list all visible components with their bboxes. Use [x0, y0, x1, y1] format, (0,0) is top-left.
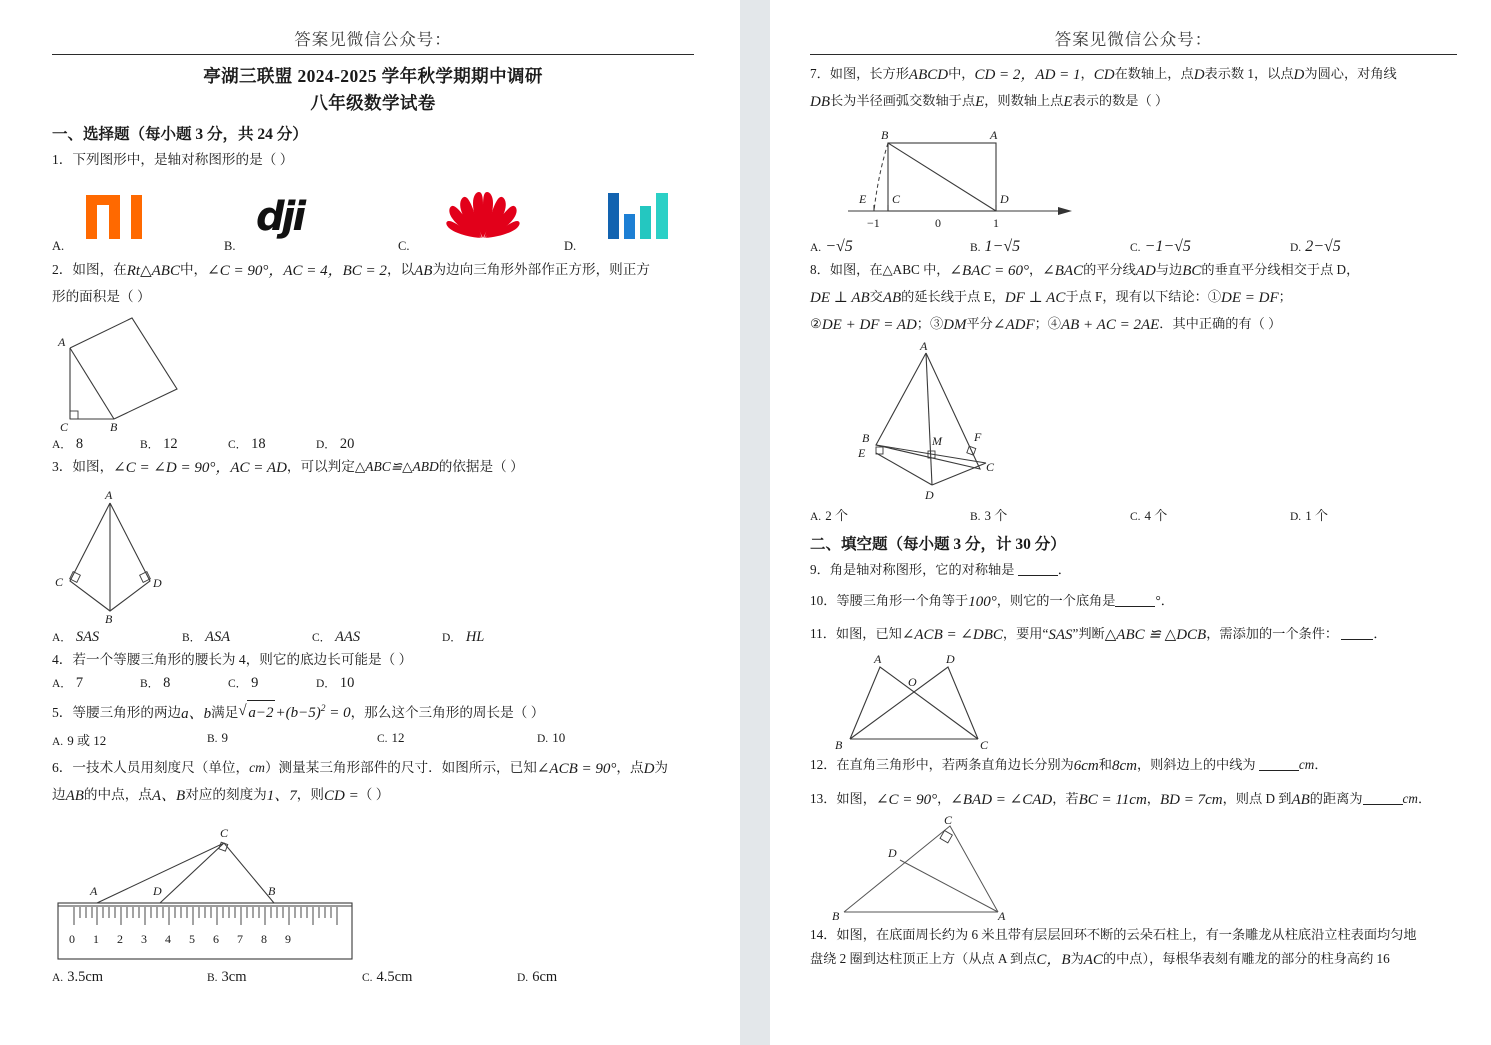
label-A: A	[874, 652, 882, 667]
q4-opt-d-value: 10	[339, 674, 355, 691]
q13-m1: ∠C = 90°	[875, 791, 938, 808]
ruler-tick-5: 5	[189, 931, 195, 946]
q7-opt-d-label: D.	[1290, 241, 1302, 254]
question-6-text-cont	[52, 784, 694, 808]
q4-opt-a-value: 7	[75, 674, 84, 691]
q7-t8: ，则数轴上点	[984, 93, 1064, 109]
q6-m6: 1、7	[266, 788, 297, 805]
q5-opt-a-value: 9 或 12	[67, 732, 107, 748]
q8-opt-a-label: A.	[810, 511, 822, 524]
q7-opt-b-value: 1−√5	[984, 237, 1021, 255]
q6-opt-b-value: 3cm	[221, 968, 247, 985]
question-8-options	[810, 505, 1457, 524]
question-13-text	[810, 788, 1457, 812]
q7-t3: ，	[1080, 66, 1094, 81]
q6-m5: A、B	[151, 788, 186, 805]
q13-m6: cm	[1402, 790, 1418, 806]
q13-t3: ，若	[1052, 790, 1079, 806]
q6-opt-a-value: 3.5cm	[67, 968, 104, 985]
question-11-figure	[830, 651, 1130, 751]
label-A: A	[90, 883, 98, 898]
q7-t9: 表示的数是（ ）	[1072, 93, 1169, 109]
q3-opt-a-value: SAS	[75, 628, 100, 645]
section-fill-heading: 二、填空题（每小题 3 分，计 30 分）	[810, 536, 1066, 554]
q6-m3: D	[643, 760, 655, 777]
q2-m3: AB	[414, 263, 433, 280]
huawei-logo	[442, 191, 524, 239]
q8-m6: AB	[882, 289, 902, 306]
label-C: C	[892, 191, 901, 206]
question-9-text	[810, 559, 1457, 580]
q4-opt-d-label: D．	[316, 677, 336, 690]
q7-m2: CD = 2，AD = 1	[974, 67, 1081, 83]
q6-t9: （ ）	[358, 787, 390, 803]
label-D: D	[925, 488, 934, 502]
question-3-text	[52, 456, 694, 480]
q6-opt-d-value: 6cm	[532, 968, 558, 985]
q8-m1: ∠BAC = 60°	[949, 262, 1029, 279]
q7-opt-a-label: A.	[810, 241, 822, 254]
q7-m6: DB	[810, 94, 830, 111]
label-D: D	[946, 652, 955, 667]
q11-t3: ”判断	[1072, 626, 1105, 642]
q13-m5: AB	[1291, 791, 1310, 808]
q3-opt-d-value: HL	[465, 628, 485, 645]
q6-t3: ，点	[616, 759, 644, 775]
q5-t3: ，那么这个三角形的周长是（ ）	[350, 704, 545, 720]
q10-t1: 10．等腰三角形一个角等于	[810, 592, 969, 608]
q5-opt-c-label: C.	[377, 732, 388, 745]
option-d-cell	[564, 193, 684, 254]
q8-opt-d-label: D.	[1290, 511, 1302, 524]
q6-t1: 6．一技术人员用刻度尺（单位，	[52, 759, 250, 775]
question-14-text: 14．如图，在底面周长约为 6 米且带有层层回环不断的云朵石柱上，有一条雕龙从柱底沿立柱表面均匀地	[810, 927, 1417, 943]
q14-m1: C，B	[1036, 952, 1071, 969]
q6-t5: 边	[52, 787, 66, 803]
question-8-text-cont2	[810, 313, 1457, 337]
label-E: E	[858, 446, 866, 461]
ruler-tick-2: 2	[117, 931, 123, 946]
q2-opt-a-label: A．	[52, 439, 72, 452]
q7-t4: 在数轴上，点	[1114, 66, 1194, 81]
q6-m2: ∠ACB = 90°	[536, 760, 617, 777]
q14-t4: 的中点），每根华表刻有雕龙的部分的柱身高约 16	[1102, 951, 1390, 967]
label-B: B	[832, 909, 840, 922]
q3-opt-b-value: ASA	[205, 628, 231, 645]
ruler-tick-8: 8	[261, 931, 267, 946]
label-B: B	[881, 127, 889, 142]
label-A: A	[998, 909, 1006, 922]
q10-t3: °．	[1155, 592, 1174, 608]
q6-opt-c-value: 4.5cm	[376, 968, 413, 985]
question-6-options	[52, 969, 694, 986]
ruler-tick-4: 4	[165, 931, 171, 946]
q13-t1: 13．如图，	[810, 790, 876, 806]
q8-m3: AD	[1135, 262, 1156, 279]
q13-t4: ，	[1146, 790, 1160, 806]
q7-t2: 中，	[948, 66, 975, 81]
option-c-cell	[398, 191, 564, 254]
bar-chart-logo	[608, 193, 670, 239]
label-A: A	[105, 487, 113, 502]
q12-answer-blank[interactable]	[1259, 758, 1299, 772]
q11-m3: △ABC ≌ △DCB	[1104, 627, 1207, 644]
q11-t1: 11．如图，已知	[810, 626, 902, 642]
q12-m2: 8cm	[1111, 758, 1137, 775]
q11-t5: ．	[1373, 626, 1387, 642]
label-D: D	[1000, 191, 1009, 206]
ruler-tick-0: 0	[69, 931, 75, 946]
q8-opt-b-label: B.	[970, 511, 981, 524]
q7-m3: CD	[1093, 67, 1115, 83]
label-B: B	[110, 420, 118, 433]
question-6-figure-ruler	[52, 815, 382, 965]
q13-t7: ．	[1417, 790, 1432, 806]
q8-m10: DM	[943, 317, 967, 334]
watermark-header-right: 答案见微信公众号：	[1054, 30, 1213, 49]
q6-t2: ）测量某三角形部件的尺寸．如图所示，已知	[264, 759, 537, 775]
question-7-figure	[840, 119, 1100, 234]
label-D: D	[153, 883, 162, 898]
axis-tick-0: 0	[935, 215, 941, 230]
question-8-figure	[854, 341, 1154, 501]
q5-opt-d-label: D.	[537, 732, 549, 745]
q8-t7: 的延长线于点 E，	[901, 288, 1005, 304]
q7-t6: 为圆心，对角线	[1304, 66, 1397, 81]
q6-opt-b-label: B.	[207, 971, 218, 984]
q7-m8: E	[1063, 94, 1073, 111]
axis-tick-minus1: −1	[867, 215, 880, 230]
option-c-label: C.	[398, 239, 410, 254]
q5-opt-c-value: 12	[391, 729, 405, 745]
q3-opt-b-label: B．	[182, 631, 202, 644]
question-3-options	[52, 629, 694, 646]
option-b-cell	[224, 194, 398, 254]
question-11-text	[810, 623, 1457, 647]
q2-opt-b-label: B．	[140, 439, 160, 452]
q11-answer-blank[interactable]	[1341, 627, 1373, 641]
label-B: B	[862, 431, 870, 446]
q6-m1: cm	[249, 759, 265, 775]
q8-t1: 8．如图，在△ABC 中，	[810, 261, 950, 277]
q7-m5: D	[1293, 67, 1305, 83]
label-C: C	[944, 816, 953, 828]
q8-t4: 与边	[1155, 261, 1183, 277]
q12-m1: 6cm	[1073, 758, 1099, 775]
q6-m4: AB	[65, 788, 84, 805]
label-B: B	[268, 883, 276, 898]
q10-m1: 100°	[968, 593, 997, 610]
q2-opt-d-label: D．	[316, 439, 336, 452]
label-A: A	[990, 127, 998, 142]
option-a-cell	[52, 195, 224, 254]
q8-t9: ；	[1278, 288, 1292, 304]
exam-title-line1: 亭湖三联盟 2024-2025 学年秋学期期中调研	[203, 66, 543, 86]
q14-t2: 盘绕 2 圈到达柱顶正上方（从点 A 到点	[810, 951, 1037, 967]
page-left	[0, 0, 740, 1045]
watermark-header-left: 答案见微信公众号：	[294, 30, 452, 49]
q8-m4: BC	[1182, 262, 1202, 279]
label-A: A	[58, 335, 66, 350]
q4-opt-c-label: C．	[228, 677, 248, 690]
question-4-options	[52, 675, 694, 692]
label-F: F	[974, 430, 982, 445]
label-E: E	[859, 191, 867, 206]
q2-opt-c-label: C．	[228, 439, 248, 452]
q7-opt-a-value: −√5	[825, 237, 853, 255]
question-4-text: 4．若一个等腰三角形的腰长为 4，则它的底边长可能是（ ）	[52, 651, 413, 667]
label-D: D	[153, 575, 162, 590]
q10-t2: ，则它的一个底角是	[996, 592, 1116, 608]
question-2-text	[52, 259, 694, 283]
q8-m12: AB + AC = 2AE	[1060, 317, 1160, 334]
q2-opt-b-value: 12	[163, 436, 178, 453]
q6-opt-c-label: C.	[362, 971, 373, 984]
header-divider-right	[810, 54, 1457, 55]
q3-m1: ∠C = ∠D = 90°，AC = AD	[113, 460, 287, 477]
q11-m1: ∠ACB = ∠DBC	[901, 627, 1003, 644]
label-C: C	[55, 574, 64, 589]
q13-m2: ∠BAD = ∠CAD	[950, 791, 1053, 808]
q11-t2: ，要用“	[1002, 626, 1049, 642]
q7-opt-c-label: C.	[1130, 241, 1141, 254]
q4-opt-b-label: B．	[140, 677, 160, 690]
q6-t6: 的中点，点	[83, 787, 152, 803]
page-right	[770, 0, 1491, 1045]
q8-opt-a-value: 2 个	[825, 508, 848, 524]
q5-m1: a、b	[181, 705, 212, 722]
q7-opt-b-label: B.	[970, 241, 981, 254]
q4-opt-a-label: A．	[52, 677, 72, 690]
q8-opt-b-value: 3 个	[984, 508, 1008, 524]
q7-m7: E	[975, 94, 985, 111]
q6-t4: 为	[654, 759, 668, 775]
q13-t6: 的距离为	[1309, 790, 1363, 806]
q3-m2: △ABC≌△ABD	[354, 459, 439, 475]
q12-t2: 和	[1098, 757, 1112, 773]
q2-opt-d-value: 20	[339, 436, 355, 453]
q2-m2: ∠C = 90°，AC = 4，BC = 2	[207, 263, 387, 280]
q6-m7: CD =	[323, 788, 359, 805]
q8-t5: 的垂直平分线相交于点 D，	[1201, 261, 1360, 277]
q3-opt-c-value: AAS	[335, 628, 361, 645]
q4-opt-c-value: 9	[251, 674, 259, 691]
q5-t2: 满足	[211, 704, 239, 720]
q3-opt-c-label: C．	[312, 631, 332, 644]
q12-m3: cm	[1298, 757, 1315, 773]
dji-logo: dji	[256, 194, 304, 241]
q10-answer-blank[interactable]	[1115, 593, 1155, 607]
label-C: C	[220, 825, 229, 840]
q11-t4: ，需添加的一个条件：	[1206, 626, 1339, 642]
q2-t3: ，以	[386, 262, 415, 278]
q7-opt-c-value: −1−√5	[1144, 237, 1191, 255]
question-12-text	[810, 754, 1457, 778]
q2-t4: 为边向三角形外部作正方形，则正方	[432, 262, 650, 278]
q8-m9: DE + DF = AD	[821, 317, 917, 334]
q13-answer-blank[interactable]	[1363, 791, 1403, 805]
question-1-text: 1．下列图形中，是轴对称图形的是（ ）	[52, 152, 294, 167]
q3-t1: 3．如图，	[52, 459, 114, 475]
q6-opt-d-label: D.	[517, 971, 529, 984]
question-1-options	[52, 177, 694, 254]
question-8-text	[810, 259, 1457, 283]
section-choice-heading: 一、选择题（每小题 3 分，共 24 分）	[52, 126, 308, 143]
q11-m2: SAS	[1048, 627, 1073, 644]
q4-opt-b-value: 8	[163, 674, 171, 691]
q8-c6: ．其中正确的有（ ）	[1159, 316, 1282, 332]
q13-t5: ，则点 D 到	[1222, 790, 1292, 806]
q2-t2: 中，	[179, 262, 208, 278]
label-B: B	[105, 611, 113, 625]
q8-c3: ；③	[916, 316, 944, 332]
q9-t1: 9．角是轴对称图形，它的对称轴是	[810, 562, 1015, 578]
q2-opt-a-value: 8	[75, 436, 84, 453]
q8-opt-c-value: 4 个	[1144, 508, 1168, 524]
q6-opt-a-label: A.	[52, 971, 64, 984]
q8-c5: ；④	[1034, 316, 1061, 332]
q7-opt-d-value: 2−√5	[1305, 237, 1341, 255]
header-divider-left	[52, 54, 694, 55]
q8-m7: DF ⊥ AC	[1004, 289, 1066, 306]
q6-t8: ，则	[296, 787, 324, 803]
question-2-text-cont: 形的面积是（ ）	[52, 289, 151, 305]
q5-opt-d-value: 10	[552, 729, 566, 745]
option-b-label: B.	[224, 239, 236, 254]
q7-t1: 7．如图，长方形	[810, 66, 909, 81]
q5-t1: 5．等腰三角形的两边	[52, 704, 182, 720]
exam-title-line2: 八年级数学试卷	[310, 93, 436, 113]
q5-m2: √ $a-2 +(b-5)^2 = 0$	[238, 705, 350, 721]
ruler-tick-6: 6	[213, 931, 219, 946]
ruler-tick-9: 9	[285, 931, 291, 946]
q8-m11: ∠ADF	[992, 317, 1035, 334]
q3-t2: ，可以判定	[286, 459, 355, 475]
question-2-figure	[52, 312, 252, 432]
xiaomi-logo	[86, 195, 142, 239]
label-D: D	[888, 846, 897, 861]
q13-m4: BD = 7cm	[1159, 791, 1223, 808]
q7-t7: 长为半径画弧交数轴于点	[830, 93, 976, 109]
label-C: C	[980, 738, 989, 752]
question-3-figure	[52, 485, 252, 625]
q7-m1: ABCD	[908, 67, 949, 83]
label-A: A	[920, 341, 928, 354]
q8-opt-d-value: 1 个	[1305, 508, 1328, 524]
q8-c2: ②	[810, 316, 822, 332]
page-gutter	[740, 0, 770, 1045]
question-5-options	[52, 730, 694, 749]
label-B: B	[835, 738, 843, 752]
question-5-text	[52, 700, 694, 726]
label-M: M	[932, 434, 942, 449]
question-10-text	[810, 590, 1457, 614]
q2-m1: Rt△ABC	[126, 263, 180, 280]
option-d-label: D.	[564, 239, 577, 254]
axis-tick-1: 1	[993, 215, 999, 230]
q8-m8: DE = DF	[1221, 289, 1279, 306]
q8-m2: ∠BAC	[1042, 262, 1084, 279]
q2-t1: 2．如图，在	[52, 262, 127, 278]
q12-t4: ．	[1314, 757, 1328, 773]
q13-t2: ，	[937, 790, 951, 806]
q3-opt-d-label: D．	[442, 631, 462, 644]
q3-t3: 的依据是（ ）	[438, 459, 524, 475]
q8-opt-c-label: C.	[1130, 511, 1141, 524]
q14-m2: AC	[1083, 952, 1103, 969]
q8-t6: 交	[869, 288, 883, 304]
q8-t2: ，	[1029, 261, 1043, 277]
question-8-text-cont1	[810, 286, 1457, 310]
q14-t3: 为	[1070, 951, 1084, 967]
question-7-options	[810, 238, 1457, 256]
q12-t3: ，则斜边上的中线为	[1136, 757, 1256, 773]
q9-answer-blank[interactable]	[1018, 563, 1058, 577]
q9-t2: ．	[1057, 562, 1071, 578]
q8-c4: 平分	[966, 316, 993, 332]
label-C: C	[986, 460, 995, 475]
question-7-text-cont	[810, 90, 1457, 114]
q7-t5: 表示数 1，以点	[1204, 66, 1294, 81]
label-C: C	[60, 420, 69, 433]
q2-opt-c-value: 18	[251, 436, 266, 453]
q8-t8: 于点 F，现有以下结论：①	[1065, 288, 1222, 304]
q13-m3: BC = 11cm	[1078, 791, 1147, 808]
q7-m4: D	[1193, 67, 1205, 83]
q3-opt-a-label: A．	[52, 631, 72, 644]
ruler-tick-7: 7	[237, 931, 243, 946]
label-O: O	[908, 675, 917, 690]
question-14-text-cont	[810, 948, 1457, 972]
q8-t3: 的平分线	[1083, 261, 1136, 277]
q5-opt-b-value: 9	[221, 729, 229, 745]
question-6-text	[52, 757, 694, 781]
ruler-tick-3: 3	[141, 931, 147, 946]
q5-opt-a-label: A.	[52, 735, 64, 748]
q12-t1: 12．在直角三角形中，若两条直角边长分别为	[810, 757, 1074, 773]
q8-m5: DE ⊥ AB	[810, 289, 870, 306]
question-7-text	[810, 63, 1457, 87]
q5-opt-b-label: B.	[207, 732, 218, 745]
question-2-options	[52, 436, 694, 453]
q6-t7: 对应的刻度为	[185, 787, 267, 803]
question-13-figure	[830, 816, 1130, 921]
option-a-label: A.	[52, 239, 65, 254]
ruler-tick-1: 1	[93, 931, 99, 946]
